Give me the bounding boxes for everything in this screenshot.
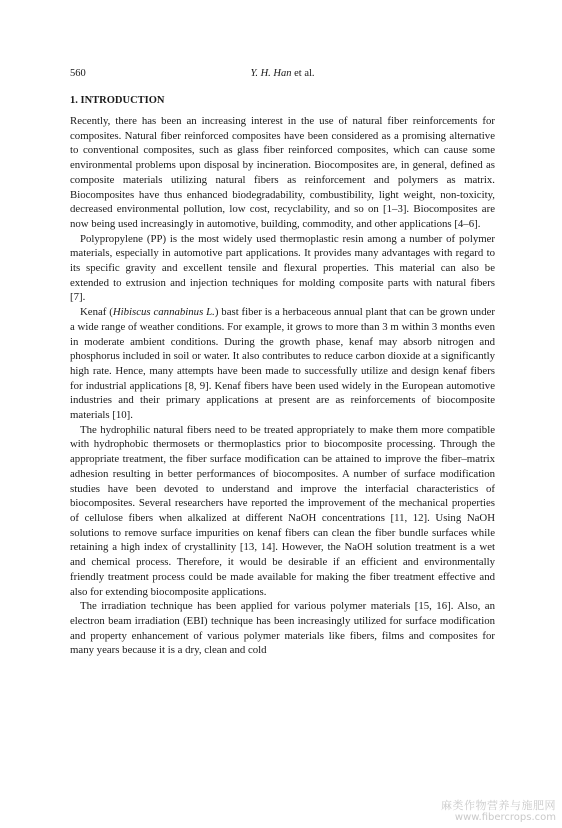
paragraph-kenaf-rest: ) bast fiber is a herbaceous annual plant that can be grown under a wide range of weather conditions. For example, it grows to more than 3 m within 3 months even in moderate ambient conditions. During the growth phase, kenaf may absorb nitrogen and phosphorus included in soil or water. It also contributes to reduce carbon dioxide at a significantly high rate. Hence, many attempts have been made to successfully utilize and design kenaf fibers for industrial applications [8, 9]. Kenaf fibers have been used widely in the European automotive industries and their primary applications at present are as reinforcements of biocomposite materials [10]. (70, 306, 495, 422)
paragraph-polypropylene: Polypropylene (PP) is the most widely used thermoplastic resin among a number of polymer materials, especially in automotive part applications. It provides many advantages with regard to its specific gravity and excellent tensile and flexural properties. This material can also be extended to extrusion and injection techniques for molding composite parts with natural fibers [7]. (70, 232, 495, 304)
paragraph-kenaf-lead: Kenaf ( (80, 306, 113, 319)
running-header (70, 66, 495, 82)
watermark-site-name: 麻类作物营养与施肥网 (441, 799, 556, 812)
running-title-authors: Y. H. Han (250, 68, 292, 79)
section-heading: 1. INTRODUCTION (70, 95, 165, 106)
species-name: Hibiscus cannabinus L. (112, 306, 215, 319)
page-number: 560 (70, 68, 86, 79)
paragraph-fiber-treatment: The hydrophilic natural fibers need to be treated appropriately to make them more compatible with hydrophobic thermosets or thermoplastics prior to biocomposite processing. Through the appropriate treatment, the fiber surface modification can be attained to improve the fiber–matrix adhesion resulting in better performances of biocomposites. A number of surface modification studies have been devoted to understand and improve the interfacial characteristics of biocomposites. Several researchers have reported the improvement of the mechanical properties of cellulose fibers when alkalized at different NaOH concentrations [11, 12]. Using NaOH solutions to remove surface impurities on kenaf fibers can clean the fiber bundle surfaces while retaining a high index of crystallinity [13, 14]. However, the NaOH solution treatment is a wet and chemical process. Therefore, it would be desirable if an efficient and environmentally friendly treatment process could be made available for making the fiber treatment effective and also for extending biocomposite applications. (70, 423, 495, 598)
running-title (70, 66, 495, 82)
watermark-url: www.fibercrops.com (454, 812, 556, 823)
article-body (70, 94, 495, 658)
paragraph-kenaf (70, 305, 495, 423)
running-title-et-al: et al. (291, 68, 315, 79)
paragraph-irradiation: The irradiation technique has been applied for various polymer materials [15, 16]. Also, an electron beam irradiation (EBI) technique has been increasingly utilized for surface modification and property enhancement of various polymer materials like fibers, films and composites for many years because it is a dry, clean and cold (70, 600, 495, 657)
watermark (441, 800, 556, 824)
paragraph-intro: Recently, there has been an increasing interest in the use of natural fiber reinforcements for composites. Natural fiber reinforced composites have been considered as a promising alternative to conventional composites, such as glass fiber reinforced composites, which can cause some environmental problems upon disposal by incineration. Biocomposites are, in general, defined as composite materials utilizing natural fibers as reinforcement and polymers as matrix. Biocomposites have thus enhanced biodegradability, combustibility, light weight, non-toxicity, decreased environmental pollution, low cost, recyclability, and so on [1–3]. Biocomposites are now being used increasingly in automotive, building, commodity, and other applications [4–6]. (70, 115, 495, 230)
